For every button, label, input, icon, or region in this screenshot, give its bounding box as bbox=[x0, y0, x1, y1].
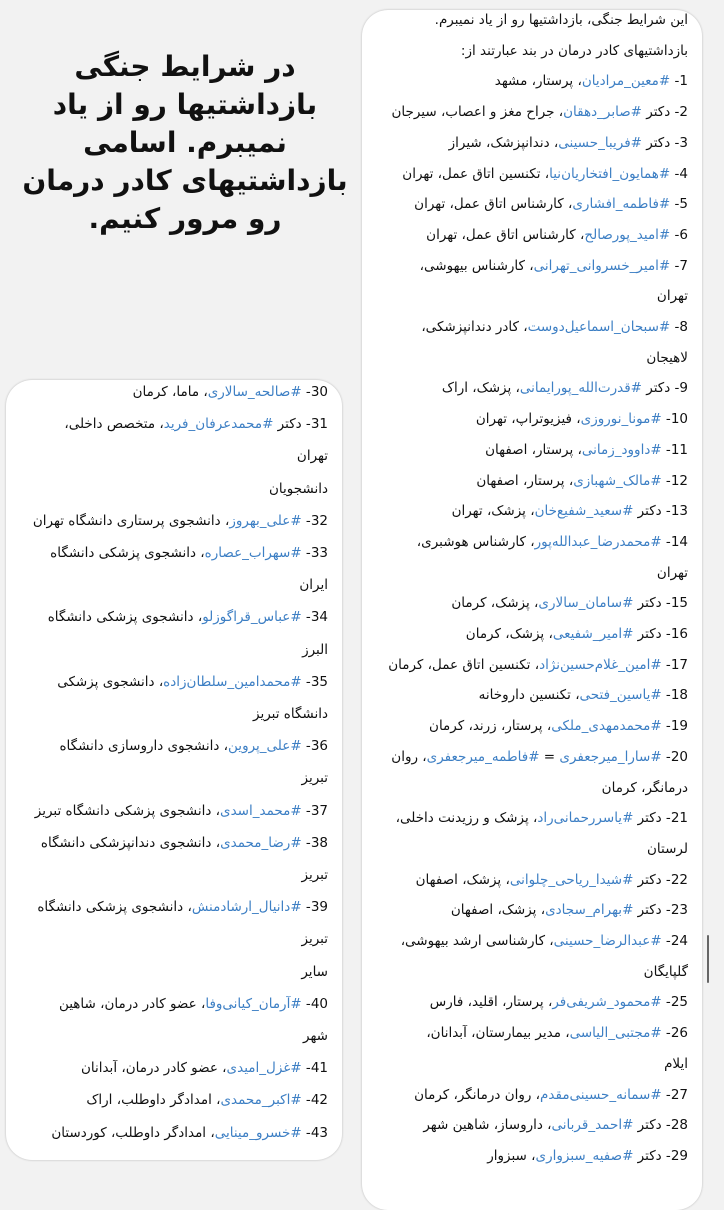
hashtag-link[interactable]: #امین_غلام‌حسین‌نژاد bbox=[539, 656, 662, 673]
hashtag-link[interactable]: #محمدامین_سلطان‌زاده bbox=[163, 673, 302, 690]
line-text: ، دانشجوی دندانپزشکی دانشگاه bbox=[40, 834, 221, 851]
line-text: ، کارشناس بیهوشی، bbox=[419, 257, 534, 274]
line-text: ، امدادگر داوطلب، اراک bbox=[86, 1092, 221, 1109]
line-text: ، داروساز، شاهین شهر bbox=[423, 1117, 552, 1134]
line-text: 32- bbox=[301, 512, 328, 529]
line-text: 12- bbox=[661, 472, 688, 489]
line-text: ، تکنسین اتاق عمل، تهران bbox=[402, 165, 550, 182]
list-line bbox=[12, 384, 328, 400]
list-line bbox=[368, 319, 688, 335]
list-line bbox=[12, 674, 328, 690]
hashtag-link[interactable]: #صالحه_سالاری bbox=[207, 384, 302, 400]
list-line bbox=[368, 350, 688, 366]
hashtag-link[interactable]: #فاطمه_افشاری bbox=[572, 196, 671, 213]
list-line bbox=[368, 1087, 688, 1103]
line-text: 1- bbox=[670, 73, 688, 90]
list-line bbox=[368, 626, 688, 642]
list-line bbox=[12, 803, 328, 819]
list-line bbox=[12, 642, 328, 658]
hashtag-link[interactable]: #دانیال_ارشادمنش bbox=[191, 899, 302, 916]
hashtag-link[interactable]: #غزل_امیدی bbox=[226, 1060, 302, 1077]
hashtag-link[interactable]: #امیر_خسروانی_تهرانی bbox=[533, 257, 671, 274]
line-text: ، عضو کادر درمان، آبدانان bbox=[80, 1060, 227, 1077]
headline: در شرایط جنگی بازداشتیها رو از یاد نمیبرم. اسامی بازداشتیهای کادر درمان رو مرور کنیم. bbox=[22, 50, 348, 235]
line-text: بازداشتیهای کادر درمان در بند عبارتند از: bbox=[460, 42, 688, 59]
hashtag-link[interactable]: #مونا_نوروزی bbox=[580, 411, 662, 428]
list-line bbox=[368, 749, 688, 765]
line-text: ، دانشجوی پزشکی دانشگاه bbox=[50, 545, 205, 561]
list-line bbox=[12, 1028, 328, 1044]
hashtag-link[interactable]: #سامان_سالاری bbox=[538, 595, 634, 612]
list-line bbox=[368, 1117, 688, 1133]
line-text: البرز bbox=[302, 641, 328, 658]
hashtag-link[interactable]: #فریبا_حسینی bbox=[558, 134, 642, 151]
line-text: تبریز bbox=[301, 867, 328, 883]
list-line bbox=[368, 994, 688, 1010]
line-text: 29- دکتر bbox=[633, 1147, 688, 1164]
hashtag-link[interactable]: #امید_پورصالح bbox=[584, 226, 671, 243]
line-text: 26- bbox=[661, 1025, 688, 1042]
line-text: 11- bbox=[661, 441, 688, 458]
hashtag-link[interactable]: #معین_مرادیان bbox=[581, 73, 671, 90]
line-text: ، پزشک و رزیدنت داخلی، bbox=[395, 810, 538, 827]
list-line bbox=[368, 43, 688, 59]
list-line bbox=[368, 258, 688, 274]
line-text: ، دانشجوی داروسازی دانشگاه bbox=[59, 738, 229, 755]
line-text: 41- bbox=[301, 1060, 328, 1077]
hashtag-link[interactable]: #محمدمهدی_ملکی bbox=[551, 718, 662, 735]
line-text: 34- bbox=[301, 609, 328, 626]
list-line bbox=[12, 577, 328, 593]
hashtag-link[interactable]: #سارا_میرجعفری bbox=[559, 748, 662, 765]
list-line bbox=[12, 1060, 328, 1076]
line-text: ایلام bbox=[664, 1055, 688, 1072]
list-line bbox=[368, 1148, 688, 1164]
line-text: 31- دکتر bbox=[273, 416, 328, 433]
list-line bbox=[368, 964, 688, 980]
hashtag-link[interactable]: #سعید_شفیع‌خان bbox=[534, 503, 634, 520]
list-line bbox=[368, 73, 688, 89]
line-text: ، دندانپزشک، شیراز bbox=[448, 134, 559, 151]
line-text: ، سبزوار bbox=[487, 1147, 536, 1164]
list-line bbox=[368, 933, 688, 949]
line-text: 4- bbox=[670, 165, 688, 182]
line-text: ، پزشک، اصفهان bbox=[450, 902, 546, 919]
line-text: ، جراح مغز و اعصاب، سیرجان bbox=[391, 104, 564, 121]
line-text: ، پزشک، کرمان bbox=[465, 626, 553, 642]
line-text: 16- دکتر bbox=[633, 626, 688, 642]
line-text: ، دانشجوی پرستاری دانشگاه تهران bbox=[32, 512, 230, 529]
line-text: لاهیجان bbox=[646, 349, 688, 366]
line-text: 36- bbox=[301, 738, 328, 755]
line-text: سایر bbox=[301, 963, 328, 980]
list-line bbox=[12, 545, 328, 561]
line-text: ، پرستار، اصفهان bbox=[476, 472, 574, 489]
list-line bbox=[12, 1125, 328, 1141]
line-text: ، پرستار، اقلید، فارس bbox=[429, 994, 553, 1011]
hashtag-link[interactable]: #همایون_افتخاریان‌نیا bbox=[549, 165, 671, 182]
line-text: 27- bbox=[661, 1086, 688, 1103]
hashtag-link[interactable]: #شیدا_ریاحی_چلوانی bbox=[509, 871, 634, 888]
hashtag-link[interactable]: #علی_بهروز bbox=[229, 512, 302, 529]
hashtag-link[interactable]: #محمد_اسدی bbox=[220, 802, 302, 819]
line-text: ، امدادگر داوطلب، کوردستان bbox=[51, 1124, 215, 1141]
line-text: 10- bbox=[661, 411, 688, 428]
line-text: 15- دکتر bbox=[633, 595, 688, 612]
line-text: گلپایگان bbox=[643, 963, 688, 980]
line-text: ، دانشجوی پزشکی دانشگاه تبریز bbox=[34, 802, 221, 819]
list-line bbox=[12, 770, 328, 786]
list-line bbox=[368, 595, 688, 611]
list-line bbox=[12, 481, 328, 497]
list-line bbox=[12, 996, 328, 1012]
list-line bbox=[368, 411, 688, 427]
hashtag-link[interactable]: #یاسین_فتحی bbox=[579, 687, 662, 704]
hashtag-link[interactable]: #خسرو_مینایی bbox=[214, 1124, 302, 1141]
line-text: 37- bbox=[301, 802, 328, 819]
list-line bbox=[368, 135, 688, 151]
hashtag-link[interactable]: #سهراب_عصاره bbox=[204, 545, 302, 561]
line-text: 17- bbox=[661, 656, 688, 673]
line-text: 9- دکتر bbox=[641, 380, 688, 397]
list-line bbox=[12, 867, 328, 883]
list-line bbox=[12, 609, 328, 625]
line-text: 38- bbox=[301, 834, 328, 851]
line-text: 28- دکتر bbox=[633, 1117, 688, 1134]
list-line bbox=[368, 718, 688, 734]
line-text: ، روان درمانگر، کرمان bbox=[414, 1086, 541, 1103]
line-text: 39- bbox=[301, 899, 328, 916]
line-text: 35- bbox=[301, 673, 328, 690]
list-line bbox=[368, 104, 688, 120]
list-line bbox=[368, 288, 688, 304]
hashtag-link[interactable]: #علی_پروین bbox=[228, 738, 302, 755]
list-line bbox=[368, 1056, 688, 1072]
hashtag-link[interactable]: #سمانه_حسینی‌مقدم bbox=[540, 1086, 662, 1103]
hashtag-link[interactable]: #محمدعرفان_فرید bbox=[163, 416, 274, 433]
line-text: = bbox=[539, 748, 560, 765]
list-line bbox=[368, 841, 688, 857]
list-line bbox=[368, 687, 688, 703]
hashtag-link[interactable]: #صفیه_سبزواری bbox=[535, 1147, 634, 1164]
line-text: ، پزشک، اصفهان bbox=[415, 871, 510, 888]
hashtag-link[interactable]: #محمدرضا_عبدالله‌پور bbox=[534, 533, 662, 550]
scroll-indicator bbox=[707, 935, 709, 983]
line-text: تبریز bbox=[301, 931, 328, 948]
line-text: ، کارشناس هوشبری، bbox=[416, 533, 535, 550]
hashtag-link[interactable]: #سبحان_اسماعیل‌دوست bbox=[527, 319, 671, 335]
right-list-card bbox=[362, 10, 702, 1210]
line-text: تبریز bbox=[301, 770, 328, 787]
hashtag-link[interactable]: #احمد_قربانی bbox=[551, 1117, 634, 1134]
line-text: 8- bbox=[670, 319, 688, 335]
list-line bbox=[368, 473, 688, 489]
list-line bbox=[12, 835, 328, 851]
hashtag-link[interactable]: #صابر_دهقان bbox=[563, 104, 642, 121]
hashtag-link[interactable]: #داوود_زمانی bbox=[581, 441, 662, 458]
line-text: تهران bbox=[296, 448, 328, 465]
list-line bbox=[368, 380, 688, 396]
line-text: ، کادر دندانپزشکی، bbox=[421, 319, 528, 335]
line-text: ، عضو کادر درمان، شاهین bbox=[58, 995, 206, 1012]
list-line bbox=[368, 503, 688, 519]
hashtag-link[interactable]: #اکبر_محمدی bbox=[220, 1092, 302, 1109]
line-text: شهر bbox=[303, 1028, 328, 1044]
line-text: 7- bbox=[670, 257, 688, 274]
list-line bbox=[12, 448, 328, 464]
line-text: 6- bbox=[670, 226, 688, 243]
line-text: ، پرستار، اصفهان bbox=[485, 441, 582, 458]
list-line bbox=[368, 902, 688, 918]
line-text: ، روان bbox=[391, 748, 427, 765]
line-text: 30- bbox=[301, 384, 328, 400]
hashtag-link[interactable]: #مجتبی_الیاسی bbox=[569, 1025, 662, 1042]
line-text: 23- دکتر bbox=[633, 902, 688, 919]
line-text: 18- bbox=[661, 687, 688, 704]
hashtag-link[interactable]: #مالک_شهبازی bbox=[573, 472, 662, 489]
list-line bbox=[368, 196, 688, 212]
line-text: ، پزشک، اراک bbox=[441, 380, 520, 397]
line-text: 19- bbox=[661, 718, 688, 735]
list-line bbox=[368, 534, 688, 550]
line-text: 33- bbox=[301, 545, 328, 561]
list-line bbox=[12, 513, 328, 529]
hashtag-link[interactable]: #امیر_شفیعی bbox=[552, 626, 634, 642]
line-text: دانشجویان bbox=[268, 480, 328, 497]
list-line bbox=[368, 227, 688, 243]
hashtag-link[interactable]: #یاسررحمانی‌راد bbox=[537, 810, 634, 827]
line-text: 40- bbox=[301, 995, 328, 1012]
line-text: 24- bbox=[661, 933, 688, 949]
list-line bbox=[368, 442, 688, 458]
hashtag-link[interactable]: #عباس_قراگوزلو bbox=[202, 609, 302, 626]
list-line bbox=[12, 1092, 328, 1108]
line-text: 3- دکتر bbox=[641, 134, 688, 151]
line-text: تهران bbox=[656, 564, 688, 581]
hashtag-link[interactable]: #رضا_محمدی bbox=[220, 834, 302, 851]
line-text: این شرایط جنگی، بازداشتیها رو از یاد نمیبرم. bbox=[434, 12, 688, 28]
hashtag-link[interactable]: #قدرت‌الله_پورایمانی bbox=[519, 380, 642, 397]
line-text: لرستان bbox=[647, 840, 688, 857]
line-text: 25- bbox=[661, 994, 688, 1011]
line-text: ، فیزیوتراپ، تهران bbox=[475, 411, 581, 428]
hashtag-link[interactable]: #محمود_شریفی‌فر bbox=[552, 994, 662, 1011]
line-text: ، کارشناس اتاق عمل، تهران bbox=[426, 226, 585, 243]
line-text: ، ماما، کرمان bbox=[132, 384, 208, 400]
line-text: ، متخصص داخلی، bbox=[64, 416, 164, 433]
line-text: ، تکنسین اتاق عمل، کرمان bbox=[388, 656, 540, 673]
line-text: ، دانشجوی پزشکی دانشگاه bbox=[47, 609, 203, 626]
line-text: 2- دکتر bbox=[641, 104, 688, 121]
line-text: دانشگاه تبریز bbox=[253, 706, 328, 722]
list-line bbox=[368, 12, 688, 28]
line-text: 20- bbox=[661, 748, 688, 765]
line-text: 5- bbox=[670, 196, 688, 213]
line-text: 42- bbox=[301, 1092, 328, 1109]
line-text: ، پرستار، مشهد bbox=[494, 73, 582, 90]
line-text: ، تکنسین داروخانه bbox=[478, 687, 580, 704]
hashtag-link[interactable]: #عبدالرضا_حسینی bbox=[553, 933, 662, 949]
line-text: ، کارشناس اتاق عمل، تهران bbox=[414, 196, 573, 213]
line-text: 13- دکتر bbox=[633, 503, 688, 520]
line-text: ایران bbox=[299, 577, 328, 594]
list-line bbox=[12, 738, 328, 754]
line-text: ، دانشجوی پزشکی دانشگاه bbox=[37, 899, 192, 916]
list-line bbox=[368, 657, 688, 673]
line-text: 43- bbox=[301, 1124, 328, 1141]
line-text: تهران bbox=[656, 288, 688, 305]
line-text: ، دانشجوی پزشکی bbox=[57, 673, 164, 690]
hashtag-link[interactable]: #آرمان_کیانی‌وفا bbox=[205, 995, 302, 1012]
list-line bbox=[368, 565, 688, 581]
list-line bbox=[12, 931, 328, 947]
left-list-card bbox=[6, 380, 342, 1160]
list-line bbox=[368, 872, 688, 888]
list-line bbox=[368, 780, 688, 796]
line-text: 22- دکتر bbox=[633, 871, 688, 888]
list-line bbox=[368, 1025, 688, 1041]
list-line bbox=[12, 416, 328, 432]
line-text: ، پزشک، کرمان bbox=[451, 595, 539, 612]
line-text: ، مدیر بیمارستان، آبدانان، bbox=[426, 1025, 570, 1042]
line-text: ، پرستار، زرند، کرمان bbox=[429, 718, 552, 735]
list-line bbox=[12, 899, 328, 915]
list-line bbox=[12, 964, 328, 980]
hashtag-link[interactable]: #بهرام_سجادی bbox=[545, 902, 634, 919]
hashtag-link[interactable]: #فاطمه_میرجعفری bbox=[426, 748, 540, 765]
line-text: ، کارشناسی ارشد بیهوشی، bbox=[400, 933, 554, 949]
line-text: ، پزشک، تهران bbox=[451, 503, 535, 520]
list-line bbox=[368, 810, 688, 826]
line-text: 14- bbox=[661, 533, 688, 550]
line-text: 21- دکتر bbox=[633, 810, 688, 827]
list-line bbox=[368, 166, 688, 182]
line-text: درمانگر، کرمان bbox=[601, 779, 688, 796]
list-line bbox=[12, 706, 328, 722]
